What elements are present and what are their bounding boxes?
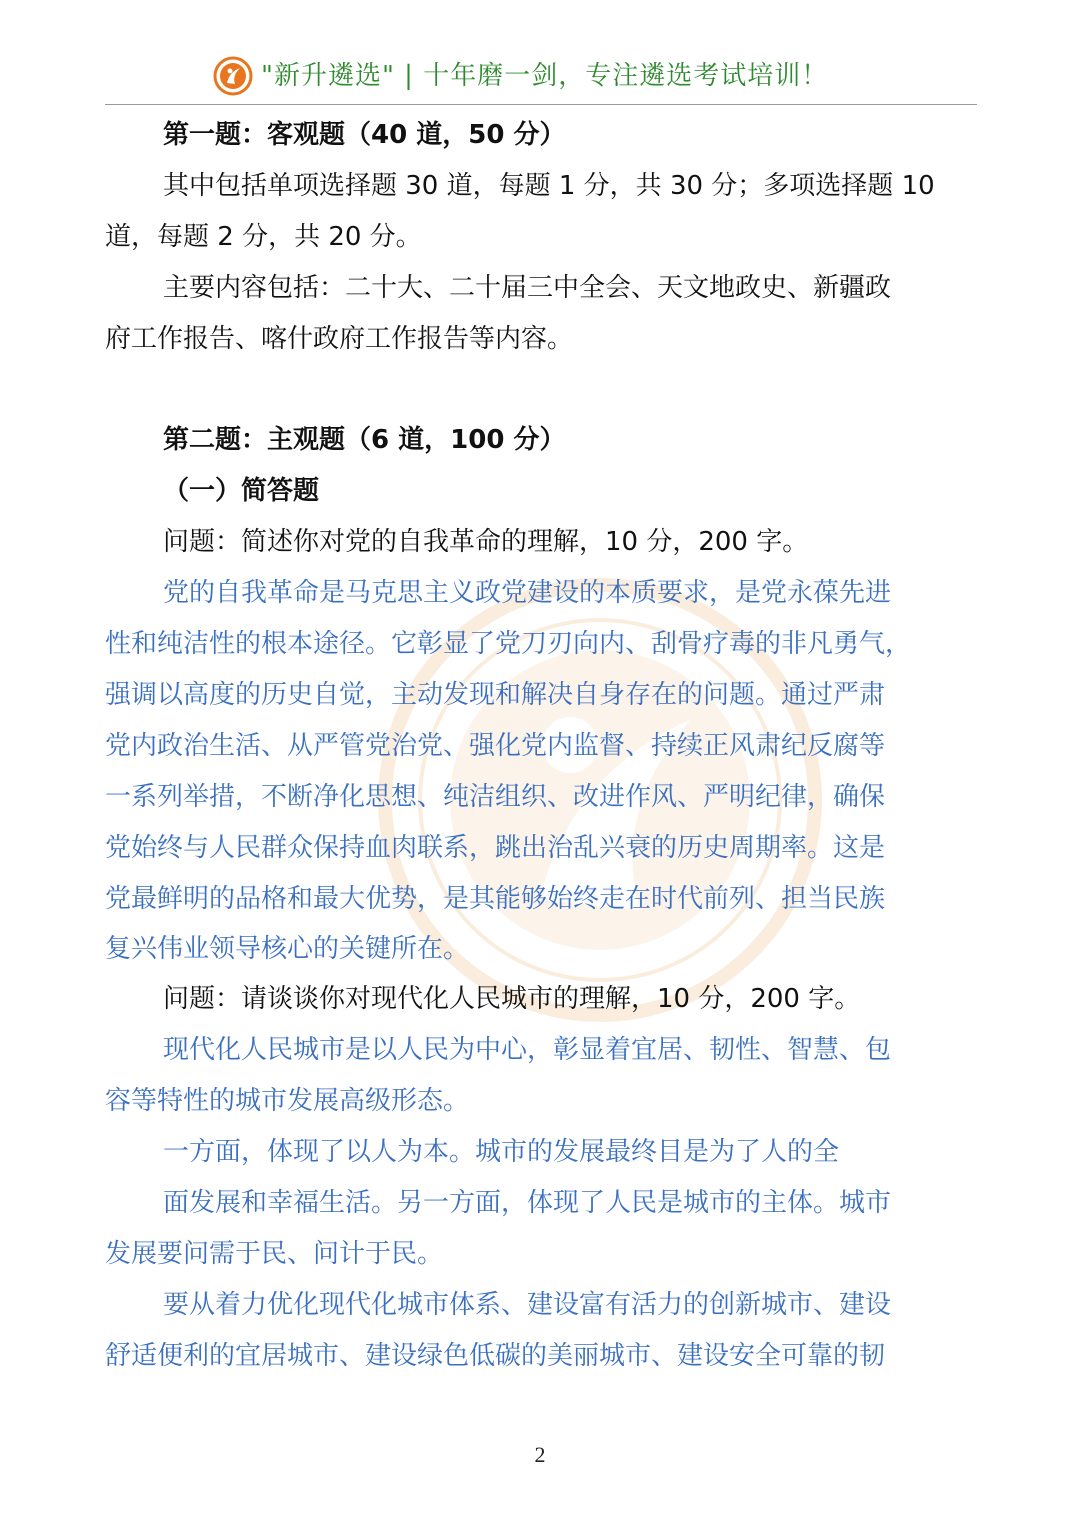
answer-2-line: 面发展和幸福生活。另一方面，体现了人民是城市的主体。城市: [163, 1188, 892, 1218]
page-number: 2: [534, 1442, 546, 1467]
answer-1-line: 党始终与人民群众保持血肉联系，跳出治乱兴衰的历史周期率。这是: [105, 833, 886, 863]
section1-desc-line1: 其中包括单项选择题 30 道，每题 1 分，共 30 分；多项选择题 10: [163, 171, 935, 201]
answer-2-line: 一方面，体现了以人为本。城市的发展最终目是为了人的全: [163, 1137, 840, 1167]
section1-title: 第一题：客观题（40 道，50 分）: [163, 120, 566, 150]
section2-subtitle: （一）简答题: [163, 476, 320, 506]
answer-1-line: 一系列举措，不断净化思想、纯洁组织、改进作风、严明纪律，确保: [105, 782, 886, 812]
answer-1-line: 党的自我革命是马克思主义政党建设的本质要求，是党永葆先进: [163, 578, 892, 608]
school-logo-icon: [213, 56, 253, 96]
answer-1-line: 党最鲜明的品格和最大优势，是其能够始终走在时代前列、担当民族: [105, 884, 886, 914]
answer-2-line: 容等特性的城市发展高级形态。: [105, 1086, 470, 1116]
answer-2-line: 舒适便利的宜居城市、建设绿色低碳的美丽城市、建设安全可靠的韧: [105, 1341, 886, 1371]
answer-2-line: 现代化人民城市是以人民为中心，彰显着宜居、韧性、智慧、包: [163, 1035, 892, 1065]
header-tagline: "新升遴选" | 十年磨一剑，专注遴选考试培训！: [261, 61, 829, 91]
question-2: 问题：请谈谈你对现代化人民城市的理解，10 分，200 字。: [163, 984, 861, 1014]
question-1: 问题：简述你对党的自我革命的理解，10 分，200 字。: [163, 527, 809, 557]
answer-2-line: 发展要问需于民、问计于民。: [105, 1239, 444, 1269]
section1-content-line1: 主要内容包括：二十大、二十届三中全会、天文地政史、新疆政: [163, 273, 892, 303]
answer-1-line: 性和纯洁性的根本途径。它彰显了党刀刃向内、刮骨疗毒的非凡勇气，: [105, 629, 912, 659]
answer-1-line: 党内政治生活、从严管党治党、强化党内监督、持续正风肃纪反腐等: [105, 731, 886, 761]
answer-1-line: 复兴伟业领导核心的关键所在。: [105, 934, 470, 964]
section1-content-line2: 府工作报告、喀什政府工作报告等内容。: [105, 324, 574, 354]
answer-2-line: 要从着力优化现代化城市体系、建设富有活力的创新城市、建设: [163, 1290, 892, 1320]
page-header: [105, 52, 977, 105]
section2-title: 第二题：主观题（6 道，100 分）: [163, 425, 566, 455]
answer-1-line: 强调以高度的历史自觉，主动发现和解决自身存在的问题。通过严肃: [105, 680, 886, 710]
section1-desc-line2: 道，每题 2 分，共 20 分。: [105, 222, 422, 252]
